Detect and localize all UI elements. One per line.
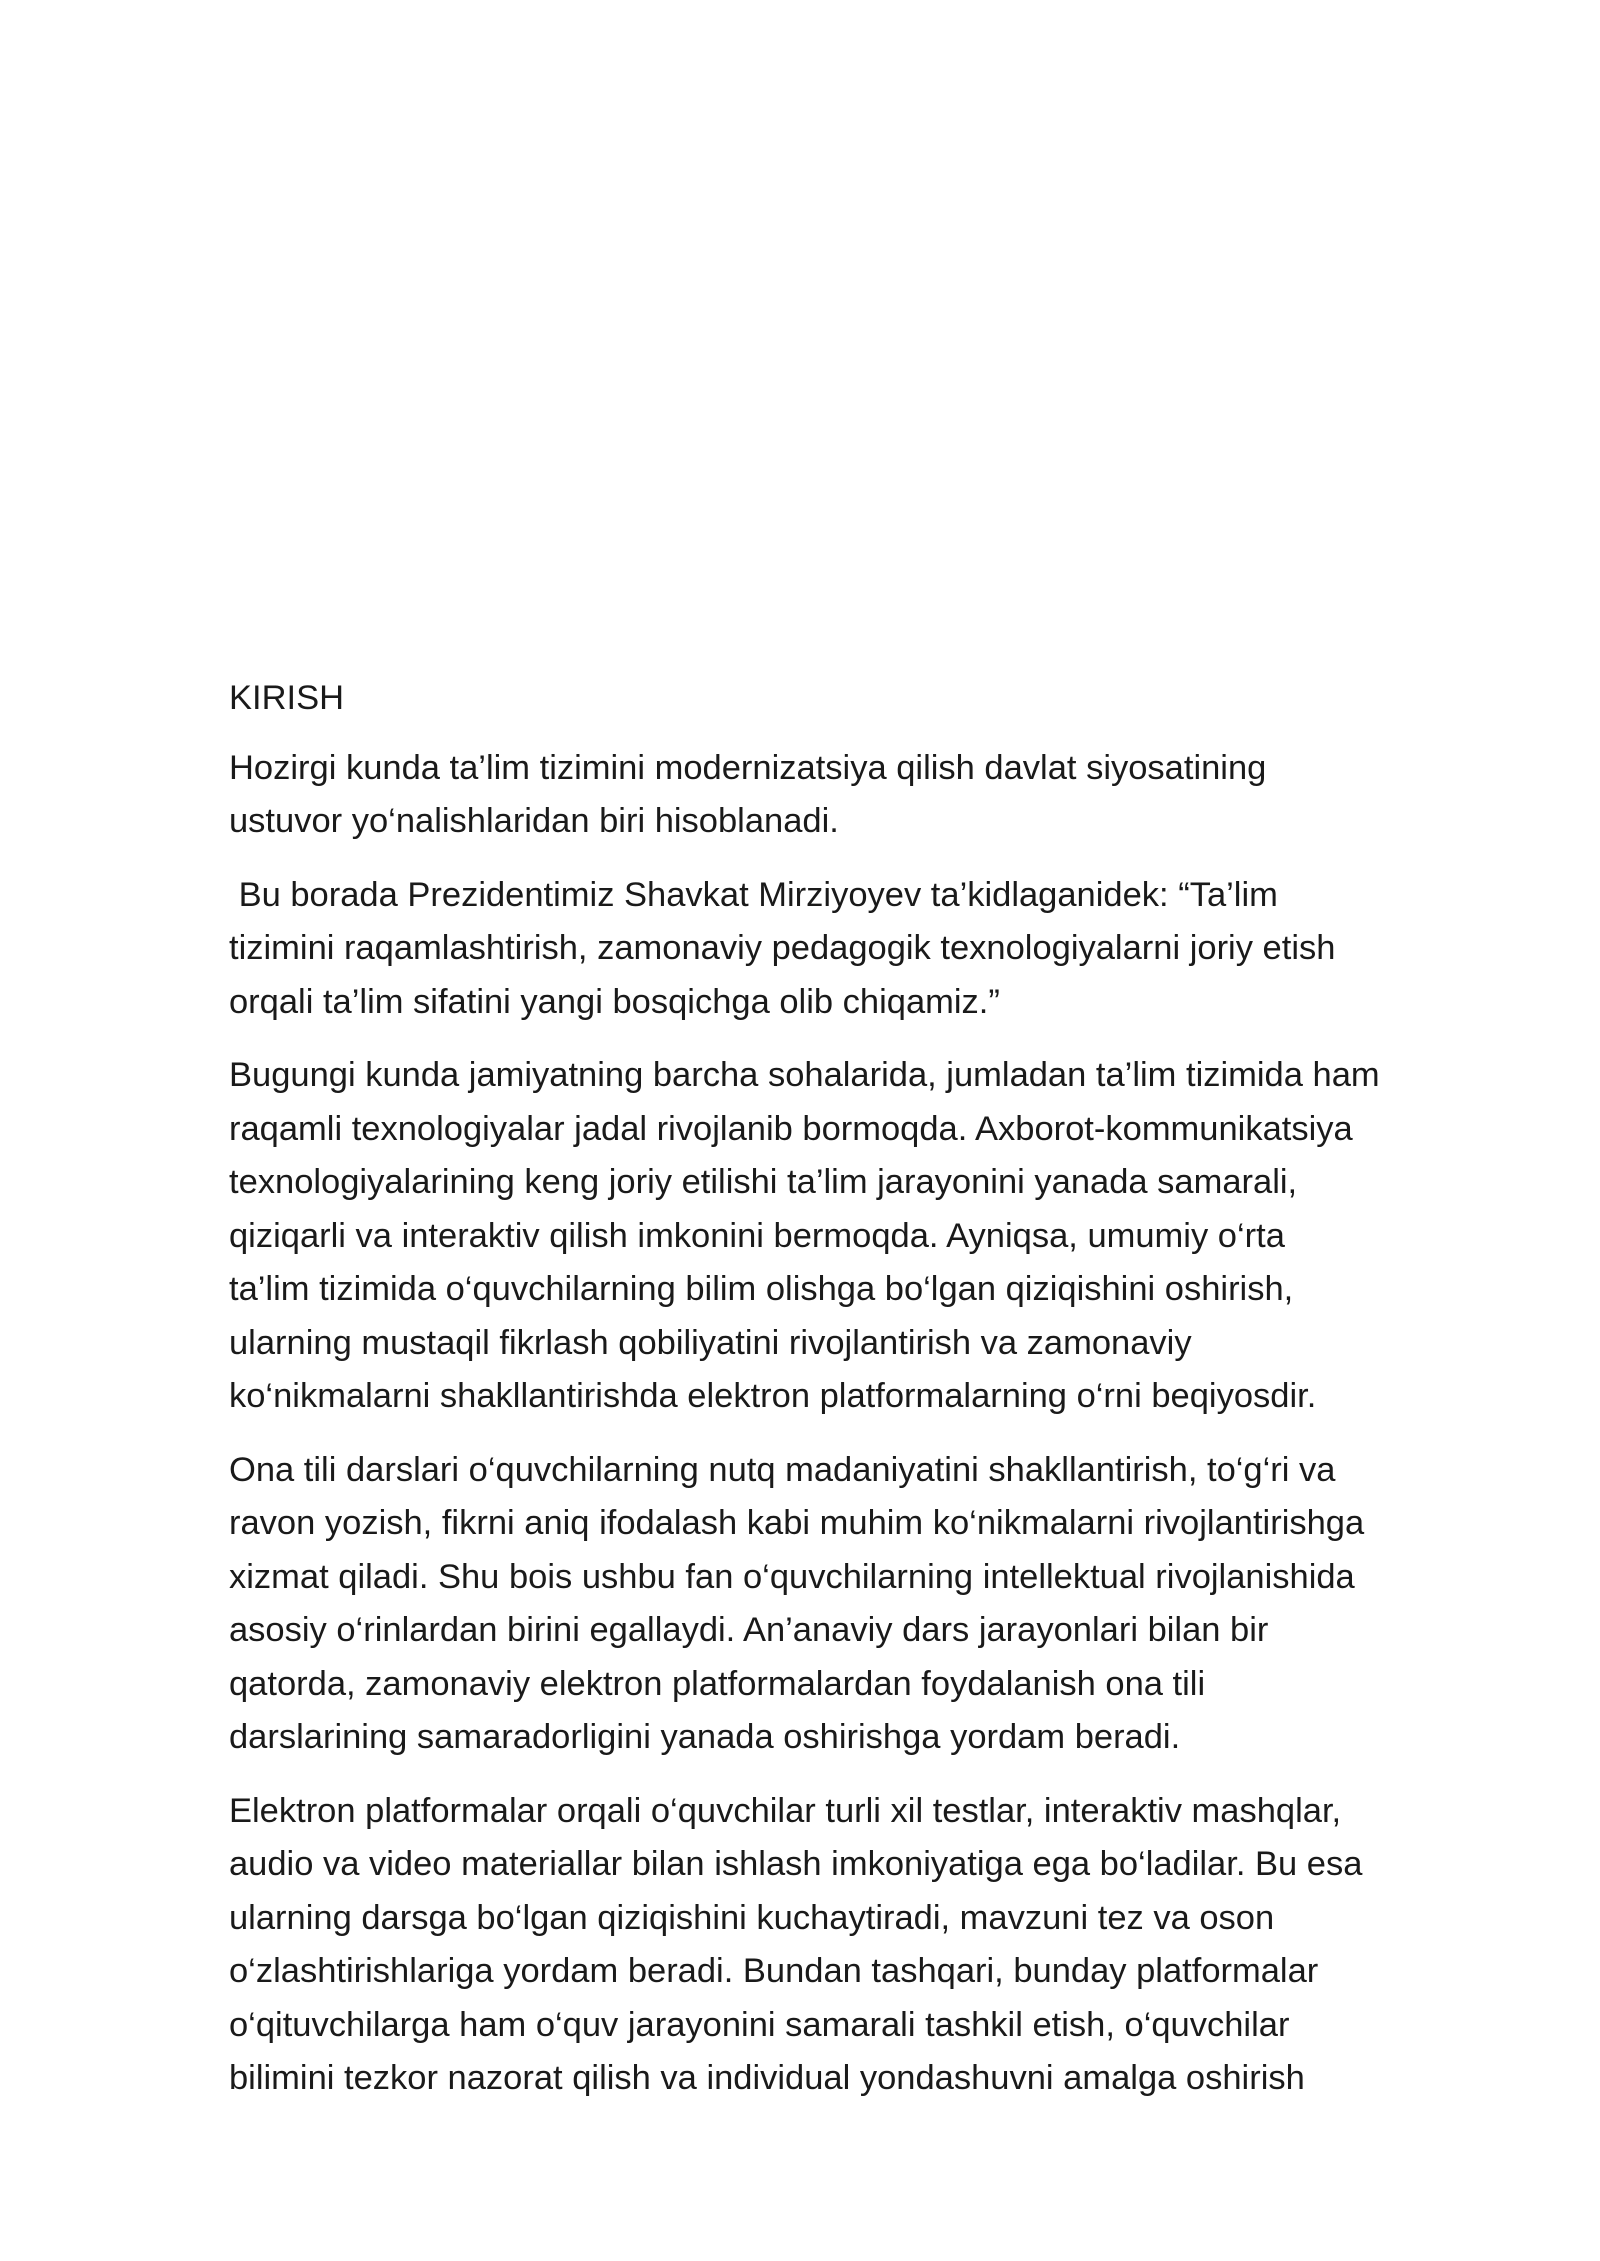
paragraphs-container [229,742,1529,2106]
paragraph-line: ta’lim tizimida o‘quvchilarning bilim olishga bo‘lgan qiziqishini oshirish, [229,1270,1294,1308]
paragraph-line: Hozirgi kunda ta’lim tizimini modernizatsiya qilish davlat siyosatining [229,748,1267,787]
paragraph-line: Elektron platformalar orqali o‘quvchilar turli xil testlar, interaktiv mashqlar, [229,1791,1342,1830]
paragraph [229,1049,1529,1424]
paragraph-line: bilimini tezkor nazorat qilish va individual yondashuvni amalga oshirish [229,2059,1305,2097]
paragraph-line: o‘zlashtirishlariga yordam beradi. Bundan tashqari, bunday platformalar [229,1952,1319,1990]
paragraph-line: Bu borada Prezidentimiz Shavkat Mirziyoyev ta’kidlaganidek: “Ta’lim [229,875,1278,914]
paragraph-line: ravon yozish, fikrni aniq ifodalash kabi muhim ko‘nikmalarni rivojlantirishga [229,1504,1365,1542]
paragraph-line: qiziqarli va interaktiv qilish imkonini bermoqda. Ayniqsa, umumiy o‘rta [229,1216,1285,1255]
section-heading: KIRISH [229,679,345,717]
paragraph-line: raqamli texnologiyalar jadal rivojlanib bormoqda. Axborot-kommunikatsiya [229,1109,1353,1148]
paragraph-line: orqali ta’lim sifatini yangi bosqichga olib chiqamiz.” [229,982,1000,1021]
paragraph-line: darslarining samaradorligini yanada oshirishga yordam beradi. [229,1718,1181,1756]
paragraph-line: o‘qituvchilarga ham o‘quv jarayonini samarali tashkil etish, o‘quvchilar [229,2005,1290,2044]
paragraph-line: tizimini raqamlashtirish, zamonaviy pedagogik texnologiyalarni joriy etish [229,929,1336,967]
paragraph-line: ko‘nikmalarni shakllantirishda elektron platformalarning o‘rni beqiyosdir. [229,1377,1317,1415]
paragraph-line: ustuvor yo‘nalishlaridan biri hisoblanadi. [229,802,839,840]
paragraph-line: texnologiyalarining keng joriy etilishi ta’lim jarayonini yanada samarali, [229,1163,1298,1201]
paragraph-line: ularning darsga bo‘lgan qiziqishini kuchaytiradi, mavzuni tez va oson [229,1898,1275,1937]
paragraph-line: Ona tili darslari o‘quvchilarning nutq madaniyatini shakllantirish, to‘g‘ri va [229,1450,1336,1489]
paragraph-line: asosiy o‘rinlardan birini egallaydi. An’anaviy dars jarayonlari bilan bir [229,1611,1269,1649]
paragraph-line: Bugungi kunda jamiyatning barcha sohalarida, jumladan ta’lim tizimida ham [229,1056,1380,1094]
paragraph [229,869,1529,1030]
paragraph-line: ularning mustaqil fikrlash qobiliyatini rivojlantirish va zamonaviy [229,1323,1192,1362]
paragraph-line: audio va video materiallar bilan ishlash imkoniyatiga ega bo‘ladilar. Bu esa [229,1845,1363,1883]
document-body [229,672,1529,2126]
paragraph [229,1785,1529,2106]
paragraph-line: qatorda, zamonaviy elektron platformalardan foydalanish ona tili [229,1664,1206,1703]
paragraph [229,742,1529,849]
paragraph-line: xizmat qiladi. Shu bois ushbu fan o‘quvchilarning intellektual rivojlanishida [229,1557,1355,1596]
paragraph [229,1444,1529,1765]
